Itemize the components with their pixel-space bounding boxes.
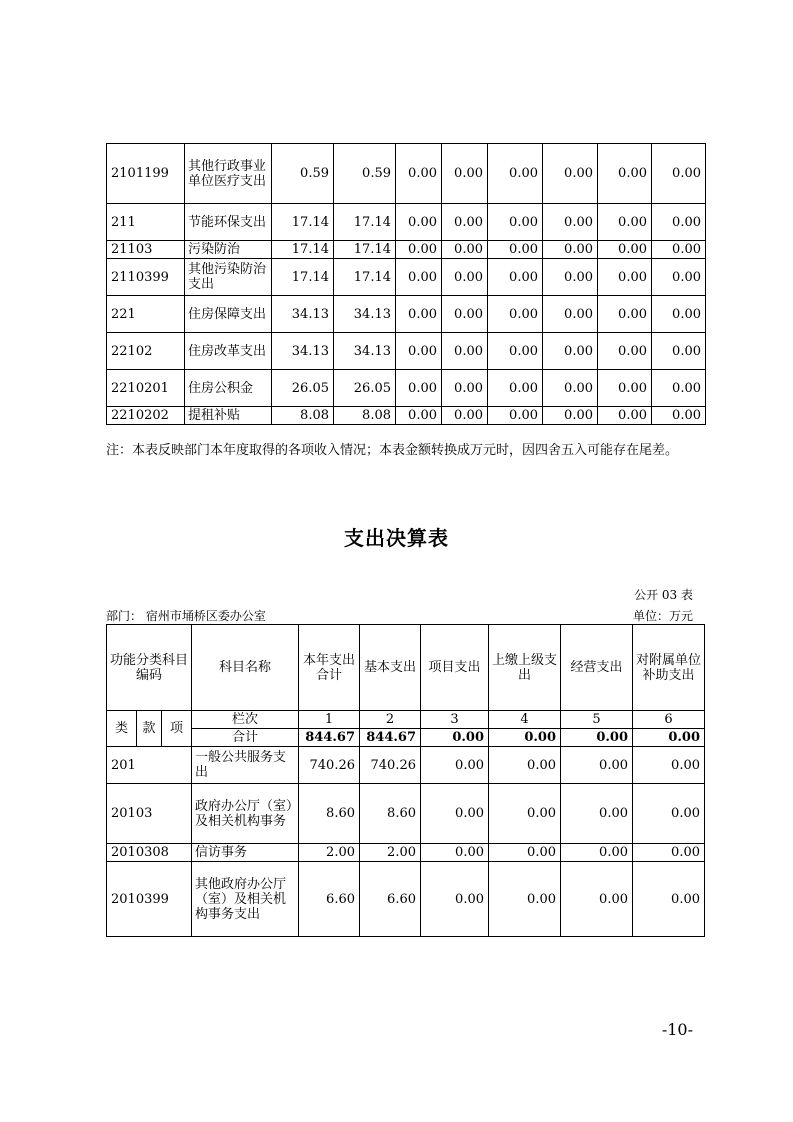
row-value: 0.00 bbox=[652, 296, 706, 333]
row-value: 0.00 bbox=[396, 296, 442, 333]
row-value: 34.13 bbox=[272, 296, 334, 333]
row-name: 其他污染防治支出 bbox=[185, 259, 272, 296]
row-code: 2101199 bbox=[107, 144, 185, 204]
row-name: 住房改革支出 bbox=[185, 333, 272, 370]
row-value: 0.00 bbox=[442, 296, 488, 333]
total-value: 0.00 bbox=[489, 729, 561, 747]
form-number: 公开 03 表 bbox=[634, 588, 693, 602]
row-value: 0.00 bbox=[396, 144, 442, 204]
row-value: 0.00 bbox=[488, 241, 543, 259]
row-value: 0.00 bbox=[652, 241, 706, 259]
header-business: 经营支出 bbox=[561, 625, 633, 711]
row-value: 0.00 bbox=[633, 862, 705, 937]
row-value: 0.00 bbox=[561, 747, 633, 784]
row-value: 6.60 bbox=[299, 862, 360, 937]
row-value: 8.60 bbox=[360, 784, 421, 844]
row-code: 211 bbox=[107, 204, 185, 241]
row-value: 0.00 bbox=[442, 241, 488, 259]
row-value: 34.13 bbox=[272, 333, 334, 370]
row-value: 0.00 bbox=[598, 259, 652, 296]
sub-header-kuan: 款 bbox=[137, 711, 162, 747]
column-index: 5 bbox=[561, 711, 633, 729]
table-row bbox=[107, 144, 706, 204]
row-value: 0.00 bbox=[421, 844, 489, 862]
row-value: 0.00 bbox=[598, 333, 652, 370]
row-value: 0.00 bbox=[543, 370, 598, 407]
row-value: 0.00 bbox=[652, 333, 706, 370]
row-value: 2.00 bbox=[360, 844, 421, 862]
row-name: 节能环保支出 bbox=[185, 204, 272, 241]
header-basic: 基本支出 bbox=[360, 625, 421, 711]
row-value: 0.00 bbox=[633, 747, 705, 784]
header-project: 项目支出 bbox=[421, 625, 489, 711]
table-row bbox=[107, 204, 706, 241]
row-value: 0.00 bbox=[396, 241, 442, 259]
row-value: 0.00 bbox=[489, 862, 561, 937]
row-name: 信访事务 bbox=[192, 844, 299, 862]
page-title: 支出决算表 bbox=[344, 526, 449, 550]
row-value: 8.60 bbox=[299, 784, 360, 844]
total-value: 0.00 bbox=[421, 729, 489, 747]
header-code: 功能分类科目编码 bbox=[107, 625, 192, 711]
row-value: 0.00 bbox=[396, 333, 442, 370]
income-table-continued bbox=[106, 143, 706, 425]
sub-header-xiang: 项 bbox=[162, 711, 192, 747]
row-value: 0.00 bbox=[561, 844, 633, 862]
row-name: 其他政府办公厅（室）及相关机构事务支出 bbox=[192, 862, 299, 937]
row-value: 8.08 bbox=[334, 407, 396, 425]
table-row bbox=[107, 862, 705, 937]
row-value: 0.00 bbox=[561, 862, 633, 937]
table-row bbox=[107, 296, 706, 333]
unit-label: 单位：万元 bbox=[632, 609, 693, 623]
header-total: 本年支出合计 bbox=[299, 625, 360, 711]
row-value: 26.05 bbox=[272, 370, 334, 407]
row-value: 0.00 bbox=[598, 144, 652, 204]
table-row bbox=[107, 747, 705, 784]
row-name: 住房公积金 bbox=[185, 370, 272, 407]
row-value: 0.00 bbox=[543, 204, 598, 241]
row-value: 17.14 bbox=[272, 259, 334, 296]
row-value: 34.13 bbox=[334, 333, 396, 370]
row-name: 住房保障支出 bbox=[185, 296, 272, 333]
row-value: 740.26 bbox=[360, 747, 421, 784]
row-code: 221 bbox=[107, 296, 185, 333]
row-value: 0.00 bbox=[488, 333, 543, 370]
row-value: 0.00 bbox=[488, 204, 543, 241]
total-value: 844.67 bbox=[360, 729, 421, 747]
row-value: 34.13 bbox=[334, 296, 396, 333]
row-value: 0.00 bbox=[396, 204, 442, 241]
row-code: 2010399 bbox=[107, 862, 192, 937]
header-name: 科目名称 bbox=[192, 625, 299, 711]
row-name: 提租补贴 bbox=[185, 407, 272, 425]
row-value: 26.05 bbox=[334, 370, 396, 407]
row-value: 0.00 bbox=[489, 784, 561, 844]
sub-header-lei: 类 bbox=[107, 711, 137, 747]
row-value: 0.00 bbox=[543, 241, 598, 259]
row-code: 201 bbox=[107, 747, 192, 784]
row-name: 政府办公厅（室）及相关机构事务 bbox=[192, 784, 299, 844]
row-name: 其他行政事业单位医疗支出 bbox=[185, 144, 272, 204]
column-index: 2 bbox=[360, 711, 421, 729]
total-label: 合计 bbox=[192, 729, 299, 747]
row-value: 17.14 bbox=[334, 259, 396, 296]
row-value: 0.00 bbox=[488, 370, 543, 407]
total-value: 844.67 bbox=[299, 729, 360, 747]
row-value: 17.14 bbox=[272, 204, 334, 241]
table-row bbox=[107, 407, 706, 425]
row-name: 污染防治 bbox=[185, 241, 272, 259]
table-row bbox=[107, 784, 705, 844]
row-code: 22102 bbox=[107, 333, 185, 370]
expenditure-table bbox=[106, 624, 705, 937]
row-value: 0.00 bbox=[489, 844, 561, 862]
row-value: 0.00 bbox=[598, 296, 652, 333]
row-value: 0.00 bbox=[543, 407, 598, 425]
row-value: 0.00 bbox=[442, 204, 488, 241]
row-value: 0.00 bbox=[652, 407, 706, 425]
row-value: 0.00 bbox=[652, 370, 706, 407]
department-label: 部门： 宿州市埇桥区委办公室 bbox=[106, 609, 266, 623]
table-row bbox=[107, 259, 706, 296]
column-index: 6 bbox=[633, 711, 705, 729]
column-index-label: 栏次 bbox=[192, 711, 299, 729]
row-value: 17.14 bbox=[272, 241, 334, 259]
row-value: 17.14 bbox=[334, 204, 396, 241]
row-value: 0.00 bbox=[598, 204, 652, 241]
row-code: 20103 bbox=[107, 784, 192, 844]
row-value: 0.59 bbox=[334, 144, 396, 204]
row-value: 0.00 bbox=[488, 259, 543, 296]
row-code: 2110399 bbox=[107, 259, 185, 296]
row-value: 0.00 bbox=[652, 144, 706, 204]
total-value: 0.00 bbox=[561, 729, 633, 747]
table-note: 注：本表反映部门本年度取得的各项收入情况；本表金额转换成万元时，因四舍五入可能存在尾差。 bbox=[106, 443, 679, 458]
row-value: 0.00 bbox=[488, 296, 543, 333]
row-code: 2210201 bbox=[107, 370, 185, 407]
column-index: 1 bbox=[299, 711, 360, 729]
row-value: 0.00 bbox=[543, 333, 598, 370]
row-value: 0.00 bbox=[442, 370, 488, 407]
row-value: 0.00 bbox=[488, 407, 543, 425]
row-value: 8.08 bbox=[272, 407, 334, 425]
row-value: 0.00 bbox=[396, 407, 442, 425]
row-value: 0.00 bbox=[442, 259, 488, 296]
row-value: 0.00 bbox=[543, 144, 598, 204]
header-subsidy: 对附属单位补助支出 bbox=[633, 625, 705, 711]
row-value: 0.00 bbox=[489, 747, 561, 784]
header-upper: 上缴上级支出 bbox=[489, 625, 561, 711]
row-value: 6.60 bbox=[360, 862, 421, 937]
row-value: 17.14 bbox=[334, 241, 396, 259]
row-value: 0.00 bbox=[488, 144, 543, 204]
row-code: 21103 bbox=[107, 241, 185, 259]
column-index: 4 bbox=[489, 711, 561, 729]
table-row bbox=[107, 241, 706, 259]
row-value: 0.00 bbox=[421, 747, 489, 784]
row-value: 0.00 bbox=[598, 407, 652, 425]
row-value: 0.00 bbox=[652, 204, 706, 241]
row-value: 0.59 bbox=[272, 144, 334, 204]
table-row bbox=[107, 333, 706, 370]
row-value: 0.00 bbox=[561, 784, 633, 844]
row-value: 0.00 bbox=[421, 784, 489, 844]
page-number: -10- bbox=[661, 1020, 693, 1039]
row-value: 0.00 bbox=[543, 259, 598, 296]
row-value: 0.00 bbox=[396, 259, 442, 296]
row-value: 0.00 bbox=[633, 844, 705, 862]
row-value: 740.26 bbox=[299, 747, 360, 784]
row-value: 0.00 bbox=[442, 144, 488, 204]
row-value: 0.00 bbox=[652, 259, 706, 296]
row-name: 一般公共服务支出 bbox=[192, 747, 299, 784]
total-value: 0.00 bbox=[633, 729, 705, 747]
row-value: 0.00 bbox=[442, 407, 488, 425]
column-index: 3 bbox=[421, 711, 489, 729]
row-value: 0.00 bbox=[543, 296, 598, 333]
row-value: 0.00 bbox=[598, 370, 652, 407]
row-value: 0.00 bbox=[396, 370, 442, 407]
row-value: 0.00 bbox=[442, 333, 488, 370]
row-value: 2.00 bbox=[299, 844, 360, 862]
row-value: 0.00 bbox=[421, 862, 489, 937]
table-row bbox=[107, 844, 705, 862]
row-code: 2010308 bbox=[107, 844, 192, 862]
row-value: 0.00 bbox=[633, 784, 705, 844]
row-code: 2210202 bbox=[107, 407, 185, 425]
table-row bbox=[107, 370, 706, 407]
row-value: 0.00 bbox=[598, 241, 652, 259]
